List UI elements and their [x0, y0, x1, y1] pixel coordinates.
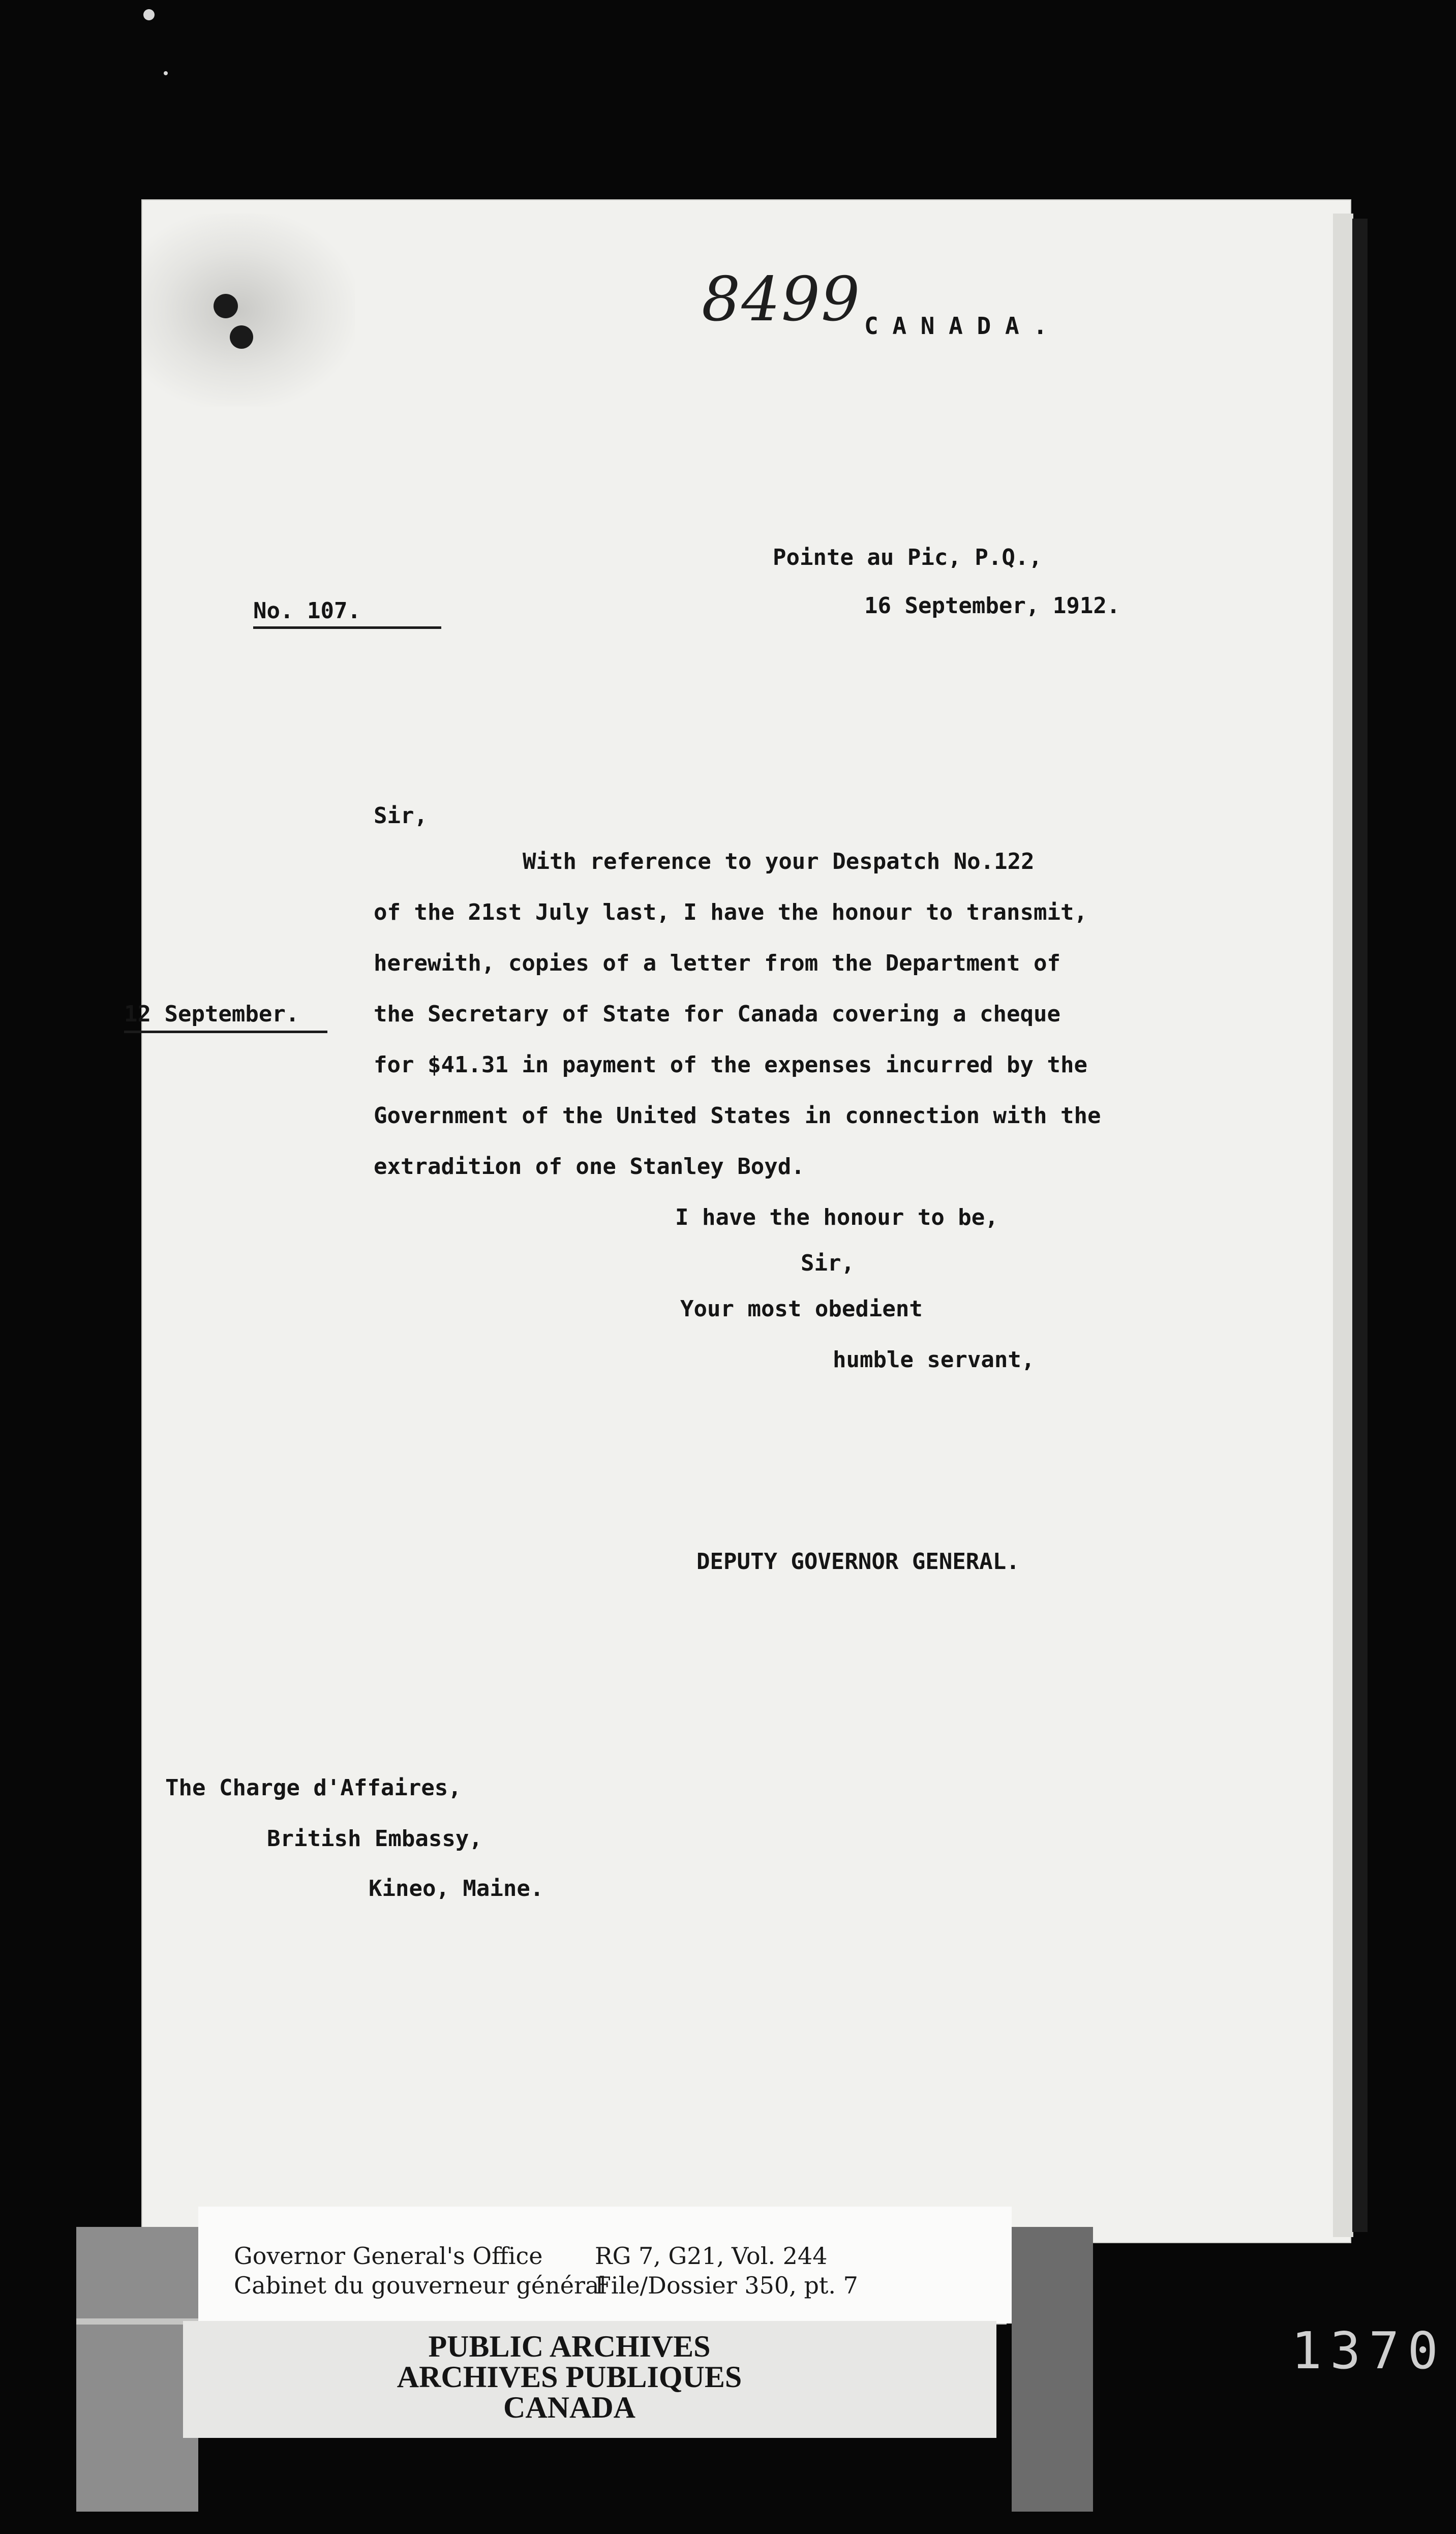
date-line: 16 September, 1912. [864, 593, 1120, 619]
label-backing-left [76, 2227, 198, 2512]
paper-edge-shadow [1352, 219, 1368, 2232]
body-line: With reference to your Despatch No.122 [523, 849, 1035, 874]
paper-smudge [141, 214, 355, 407]
body-line: of the 21st July last, I have the honour to transmit, [374, 899, 1087, 925]
archives-line: CANADA [503, 2391, 635, 2424]
label-backing-right [1012, 2227, 1093, 2512]
punch-hole [214, 294, 238, 318]
closing-line: humble servant, [833, 1347, 1035, 1373]
closing-line: Your most obedient [680, 1296, 923, 1322]
addressee-line: British Embassy, [267, 1826, 482, 1852]
film-speck [143, 9, 155, 20]
body-line: extradition of one Stanley Boyd. [374, 1154, 805, 1180]
margin-note: 12 September. [124, 1001, 299, 1027]
despatch-number-underline [253, 626, 441, 629]
record-group-reference: RG 7, G21, Vol. 244 [595, 2242, 828, 2270]
office-english: Governor General's Office [234, 2242, 543, 2270]
margin-note-underline [124, 1031, 327, 1033]
paper-fold [1333, 214, 1353, 2237]
body-line: for $41.31 in payment of the expenses incurred by the [374, 1052, 1087, 1078]
addressee-line: Kineo, Maine. [369, 1876, 544, 1902]
signature-block: DEPUTY GOVERNOR GENERAL. [696, 1549, 1020, 1575]
body-line: the Secretary of State for Canada covering a cheque [374, 1001, 1061, 1027]
archives-stamp [183, 2321, 996, 2438]
handwritten-file-number: 8499 [702, 264, 861, 335]
addressee-line: The Charge d'Affaires, [165, 1775, 462, 1801]
body-line: Government of the United States in connection with the [374, 1103, 1101, 1129]
closing-line: I have the honour to be, [675, 1204, 998, 1230]
frame-number: 1370 [1291, 2321, 1446, 2380]
salutation: Sir, [374, 803, 428, 829]
body-line: herewith, copies of a letter from the Department of [374, 950, 1061, 976]
archive-reference-label [198, 2207, 1012, 2324]
file-reference: File/Dossier 350, pt. 7 [595, 2272, 858, 2299]
country-heading: C A N A D A . [864, 312, 1048, 340]
film-speck [164, 71, 168, 75]
office-french: Cabinet du gouverneur général [234, 2272, 607, 2299]
closing-line: Sir, [801, 1250, 855, 1276]
punch-hole [230, 325, 253, 349]
archives-line: PUBLIC ARCHIVES [428, 2330, 711, 2363]
archives-line: ARCHIVES PUBLIQUES [397, 2360, 742, 2394]
place-line: Pointe au Pic, P.Q., [773, 545, 1042, 570]
despatch-number: No. 107. [253, 598, 361, 624]
